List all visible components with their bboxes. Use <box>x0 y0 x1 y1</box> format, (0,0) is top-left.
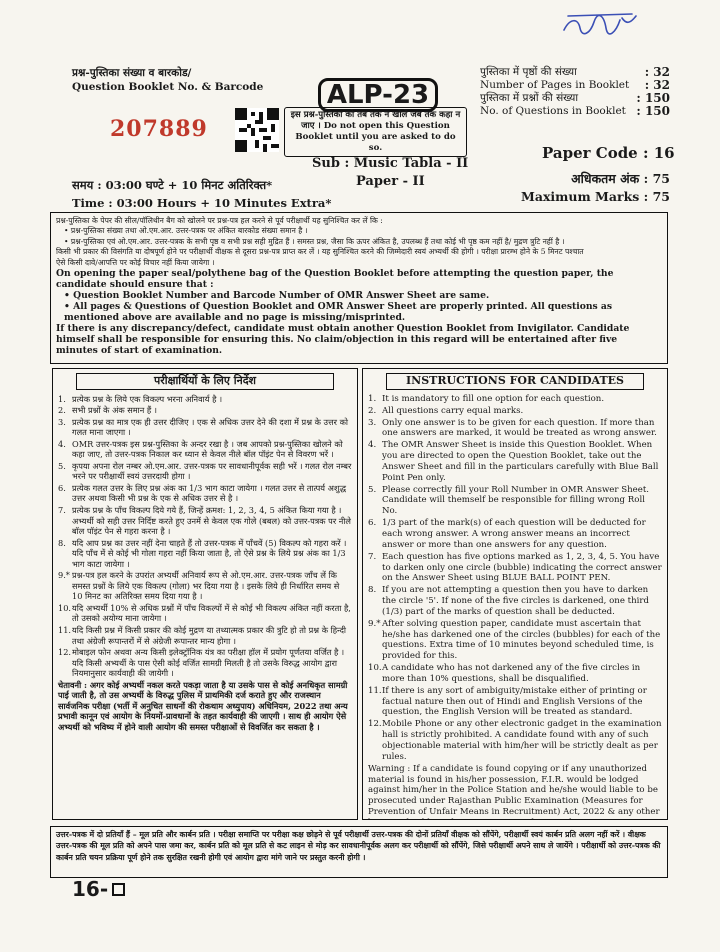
instruction-number: 1. <box>58 393 66 404</box>
questions-row-hi: पुस्तिका में प्रश्नों की संख्या : 150 <box>480 91 670 105</box>
instruction-number: 4. <box>368 440 377 451</box>
do-not-open-notice: इस प्रश्न-पुस्तिका को तब तक न खोलें जब तक कहा न जाए । Do not open this Question Booklet until you are asked to do so. <box>284 107 467 157</box>
page-number-text: 16- <box>72 877 109 901</box>
hindi-instructions-title: परीक्षार्थियों के लिए निर्देश <box>76 373 334 390</box>
instruction-item <box>368 663 662 685</box>
instruction-item <box>368 552 662 585</box>
instruction-text: 1/3 part of the mark(s) of each question will be deducted for each wrong answer. A wrong answer means an incorrect answer or more than one answers for any question. <box>382 518 646 550</box>
instruction-number: 5. <box>58 460 66 471</box>
open-hi-note: ऐसे किसी दावे/आपत्ति पर कोई विचार नहीं किया जायेगा । <box>56 257 215 267</box>
instruction-number: 9.* <box>58 570 70 581</box>
instruction-text: प्रश्न-पत्र हल करने के उपरांत अभ्यर्थी अनिवार्य रूप से ओ.एम.आर. उत्तर-पत्रक जाँच लें कि समस्त प्रश्नों के लिये एक विकल्प (गोला) भर दिया गया है । इसके लिये ही निर्धारित समय से 10 मिनट का अतिरिक्त समय दिया गया है । <box>72 570 340 602</box>
instruction-item <box>58 647 352 679</box>
instruction-text: Mobile Phone or any other electronic gadget in the examination hall is strictly prohibited. A candidate found with any of such objectionable material with him/her will be strictly dealt as per rules. <box>382 719 662 762</box>
paper-number: Paper - II <box>356 174 425 189</box>
instruction-item <box>368 585 662 618</box>
open-en-intro: On opening the paper seal/polythene bag of the Question Booklet before attempting the question paper, the candidate should ensure that : <box>56 268 614 291</box>
open-en-end: If there is any discrepancy/defect, candidate must obtain another Question Booklet from Invigilator. Candidate himself shall be responsible for ensuring this. No claim/objection in this regard will be entertained after five minutes of start of examination. <box>56 323 630 357</box>
instruction-item <box>58 603 352 624</box>
open-hi-note: किसी भी प्रकार की विसंगति या दोषपूर्ण होने पर परीक्षार्थी वीक्षक से दूसरा प्रश्न-पत्र प्राप्त कर लें । यह सुनिश्चित करने की जिम्मेदारी स्वयं अभ्यर्थी की होगी । परीक्षा प्रारम्भ होने के 5 मिनट पश्चात <box>56 247 584 257</box>
instruction-text: A candidate who has not darkened any of the five circles in more than 10% questions, shall be disqualified. <box>382 663 641 684</box>
booklet-label-hi: प्रश्न-पुस्तिका संख्या व बारकोड/ <box>72 67 192 79</box>
booklet-meta <box>480 66 670 118</box>
instruction-text: OMR उत्तर-पत्रक इस प्रश्न-पुस्तिका के अन्दर रखा है । जब आपको प्रश्न-पुस्तिका खोलने को कहा जाए, तो उत्तर-पत्रक निकाल कर ध्यान से केवल नीले बॉल पॉइंट पेन से विवरण भरें । <box>72 438 343 460</box>
handwritten-signature <box>560 8 640 44</box>
booklet-label-en: Question Booklet No. & Barcode <box>72 81 264 93</box>
opening-instructions <box>50 212 668 364</box>
open-hi-intro: प्रश्न-पुस्तिका के पेपर की सील/पॉलिथीन बैग को खोलने पर प्रश्न-पत्र हल करने से पूर्व परीक्षार्थी यह सुनिश्चित कर लें कि : <box>56 216 383 225</box>
instruction-number: 7. <box>58 505 66 516</box>
open-en-bullet: • All pages & Questions of Question Booklet and OMR Answer Sheet are properly printed. All questions as mentioned above are available and no page is missing/misprinted. <box>64 301 662 323</box>
instruction-number: 1. <box>368 393 377 404</box>
hindi-instructions <box>52 368 358 820</box>
instruction-item <box>368 406 662 417</box>
instruction-number: 2. <box>58 405 66 416</box>
instruction-item <box>58 483 352 504</box>
english-instructions-title: INSTRUCTIONS FOR CANDIDATES <box>386 373 644 390</box>
booklet-label <box>72 66 263 94</box>
english-instruction-list <box>368 394 662 763</box>
instruction-item <box>58 439 352 460</box>
time-hi: समय : 03:00 घण्टे + 10 मिनट अतिरिक्त* <box>72 178 273 192</box>
instruction-text: प्रत्येक प्रश्न का मात्र एक ही उत्तर दीजिए । एक से अधिक उत्तर देने की दशा में प्रश्न के उत्तर को गलत माना जाएगा । <box>72 416 348 438</box>
max-marks <box>520 170 670 206</box>
instruction-text: प्रत्येक प्रश्न के लिये एक विकल्प भरना अनिवार्य है । <box>72 393 223 404</box>
instruction-text: प्रत्येक गलत उत्तर के लिए प्रश्न अंक का 1/3 भाग काटा जायेगा । गलत उत्तर से तात्पर्य अशुद्ध उत्तर अथवा किसी भी प्रश्न के एक से अधिक उत्तर से है । <box>72 482 346 504</box>
instruction-text: यदि किसी प्रश्न में किसी प्रकार की कोई मुद्रण या तथ्यात्मक प्रकार की त्रुटि हो तो प्रश्न के हिन्दी तथा अंग्रेजी रूपान्तरों में से अंग्रेजी रूपान्तर मान्य होगा । <box>72 625 347 646</box>
instruction-text: The OMR Answer Sheet is inside this Question Booklet. When you are directed to open the Question Booklet, take out the Answer Sheet and fill in the particulars carefully with Blue Ball Point Pen only. <box>382 440 659 483</box>
instruction-text: Please correctly fill your Roll Number in OMR Answer Sheet. Candidate will themself be responsible for filling wrong Roll No. <box>382 484 649 517</box>
instruction-number: 12. <box>368 719 382 730</box>
instruction-item <box>58 570 352 602</box>
instruction-item <box>368 619 662 662</box>
open-hi-bullet: • प्रश्न-पुस्तिका संख्या तथा ओ.एम.आर. उत्तर-पत्रक पर अंकित बारकोड संख्या समान है । <box>64 226 662 236</box>
open-en-bullet: • Question Booklet Number and Barcode Number of OMR Answer Sheet are same. <box>64 290 662 301</box>
open-hi-bullet: • प्रश्न-पुस्तिका एवं ओ.एम.आर. उत्तर-पत्रक के सभी पृष्ठ व सभी प्रश्न सही मुद्रित हैं । समस्त प्रश्न, जैसा कि ऊपर अंकित है, उपलब्ध हैं तथा कोई भी पृष्ठ कम नहीं है/ मुद्रण त्रुटि नहीं है । <box>64 237 662 247</box>
instruction-text: If you are not attempting a question then you have to darken the circle '5'. If none of the five circles is darkened, one third (1/3) part of the marks of question shall be deducted. <box>382 585 650 617</box>
page-number <box>72 877 125 901</box>
instruction-text: It is mandatory to fill one option for each question. <box>382 393 605 404</box>
instruction-number: 3. <box>58 416 66 427</box>
hindi-warning: चेतावनी : अगर कोई अभ्यर्थी नकल करते पकड़ा जाता है या उसके पास से कोई अनधिकृत सामग्री पाई जाती है, तो उस अभ्यर्थी के विरुद्ध पुलिस में प्राथमिकी दर्ज कराते हुए और राजस्थान सार्वजनिक परीक्षा (भर्ती में अनुचित साधनों की रोकथाम अध्युपाय) अधिनियम, 2022 तथा अन्य प्रभावी कानून एवं आयोग के नियमों-प्रावधानों के तहत कार्यवाही की जाएगी । साथ ही आयोग ऐसे अभ्यर्थी को भविष्य में होने वाली आयोग की समस्त परीक्षाओं से विवर्जित कर सकता है । <box>58 679 348 732</box>
time-allowed <box>72 176 331 212</box>
subject: Sub : Music Tabla - II <box>312 156 469 171</box>
time-en: Time : 03:00 Hours + 10 Minutes Extra* <box>72 196 332 210</box>
instruction-text: सभी प्रश्नों के अंक समान हैं । <box>72 405 157 416</box>
instruction-item <box>58 405 352 416</box>
qr-code-icon <box>235 108 279 152</box>
instruction-item <box>58 417 352 438</box>
instruction-item <box>58 505 352 537</box>
hindi-instruction-list <box>58 394 352 679</box>
instruction-number: 10. <box>58 602 72 613</box>
instruction-item <box>368 485 662 518</box>
instruction-number: 8. <box>368 585 377 596</box>
instruction-number: 11. <box>368 685 382 696</box>
max-marks-en: Maximum Marks : 75 <box>521 189 670 204</box>
max-marks-hi: अधिकतम अंक : 75 <box>571 171 670 186</box>
instruction-text: कृपया अपना रोल नम्बर ओ.एम.आर. उत्तर-पत्रक पर सावधानीपूर्वक सही भरें । गलत रोल नम्बर भरने पर परीक्षार्थी स्वयं उत्तरदायी होगा । <box>72 460 352 482</box>
english-instructions <box>362 368 668 820</box>
instruction-number: 11. <box>58 625 72 636</box>
instruction-number: 4. <box>58 438 66 449</box>
serial-number: 207889 <box>110 116 208 142</box>
instruction-number: 3. <box>368 417 377 428</box>
instruction-number: 12. <box>58 647 72 658</box>
instruction-text: यदि आप प्रश्न का उत्तर नहीं देना चाहते हैं तो उत्तर-पत्रक में पाँचवें (5) विकल्प को गहरा करें । यदि पाँच में से कोई भी गोला गहरा नहीं किया जाता है, तो ऐसे प्रश्न के लिये प्रश्न अंक का 1/3 भाग काटा जायेगा । <box>72 537 347 569</box>
footer-note: उत्तर-पत्रक में दो प्रतियाँ हैं – मूल प्रति और कार्बन प्रति । परीक्षा समाप्ति पर परीक्षा कक्ष छोड़ने से पूर्व परीक्षार्थी उत्तर-पत्रक की दोनों प्रतियाँ वीक्षक को सौंपेंगे, परीक्षार्थी स्वयं कार्बन प्रति अलग नहीं करें । वीक्षक उत्तर-पत्रक की मूल प्रति को अपने पास जमा कर, कार्बन प्रति को मूल प्रति से कट लाइन से मोड़ कर सावधानीपूर्वक अलग कर परीक्षार्थी को सौंपेंगे, जिसे परीक्षार्थी अपने साथ ले जायेंगे । परीक्षार्थी को उत्तर-पत्रक की कार्बन प्रति चयन प्रक्रिया पूर्ण होने तक सुरक्षित रखनी होगी एवं आयोग द्वारा मांगे जाने पर प्रस्तुत करनी होगी । <box>50 826 668 878</box>
instruction-number: 9.* <box>368 618 381 629</box>
instruction-item <box>368 518 662 551</box>
instruction-number: 7. <box>368 551 377 562</box>
pages-row-en: Number of Pages in Booklet : 32 <box>480 78 670 92</box>
instruction-text: Only one answer is to be given for each question. If more than one answers are marked, it would be treated as wrong answer. <box>382 417 657 439</box>
instruction-item <box>368 418 662 440</box>
instruction-item <box>368 394 662 405</box>
instruction-item <box>368 686 662 719</box>
instruction-item <box>58 625 352 646</box>
instruction-number: 10. <box>368 663 382 674</box>
instruction-number: 6. <box>58 482 66 493</box>
square-icon <box>112 883 125 896</box>
exam-code: ALP-23 <box>318 78 438 112</box>
instruction-number: 6. <box>368 518 377 529</box>
instruction-text: All questions carry equal marks. <box>382 405 524 416</box>
instruction-item <box>368 440 662 483</box>
paper-code: Paper Code : 16 <box>542 144 675 162</box>
instruction-text: Each question has five options marked as 1, 2, 3, 4, 5. You have to darken only one circle (bubble) indicating the correct answer on the Answer Sheet using BLUE BALL POINT PEN. <box>382 551 662 584</box>
instruction-item <box>58 538 352 570</box>
instruction-text: मोबाइल फोन अथवा अन्य किसी इलेक्ट्रॉनिक यंत्र का परीक्षा हॉल में प्रयोग पूर्णतया वर्जित है । यदि किसी अभ्यर्थी के पास ऐसी कोई वर्जित सामग्री मिलती है तो उसके विरुद्ध आयोग द्वारा नियमानुसार कार्यवाही की जायेगी । <box>72 647 345 679</box>
instruction-item <box>368 719 662 762</box>
instruction-number: 2. <box>368 405 377 416</box>
questions-row-en: No. of Questions in Booklet : 150 <box>480 104 670 118</box>
instruction-number: 8. <box>58 537 66 548</box>
pages-row-hi: पुस्तिका में पृष्ठों की संख्या : 32 <box>480 65 670 79</box>
instruction-text: After solving question paper, candidate must ascertain that he/she has darkened one of the circles (bubbles) for each of the questions. Extra time of 10 minutes beyond scheduled time, is provided for this. <box>382 618 661 662</box>
instruction-text: प्रत्येक प्रश्न के पाँच विकल्प दिये गये हैं, जिन्हें क्रमश: 1, 2, 3, 4, 5 अंकित किया गया है । अभ्यर्थी को सही उत्तर निर्दिष्ट करते हुए उनमें से केवल एक गोले (बबल) को उत्तर-पत्रक पर नीले बॉल पॉइंट पेन से गहरा करना है । <box>72 505 351 537</box>
instruction-number: 5. <box>368 484 377 495</box>
instruction-item <box>58 461 352 482</box>
instruction-text: यदि अभ्यर्थी 10% से अधिक प्रश्नों में पाँच विकल्पों में से कोई भी विकल्प अंकित नहीं करता है, तो उसको अयोग्य माना जायेगा । <box>72 602 351 624</box>
english-warning: Warning : If a candidate is found copying or if any unauthorized material is found in his/her possession, F.I.R. would be lodged against him/her in the Police Station and he/she would liable to be prosecuted under Rajasthan Public Examination (Measures for Prevention of Unfair Means in Recruitment) Act, 2022 & any other <box>368 763 660 818</box>
instruction-item <box>58 394 352 405</box>
instruction-text: If there is any sort of ambiguity/mistake either of printing or factual nature then out of Hindi and English Versions of the question, the English Version will be treated as standard. <box>382 685 647 718</box>
